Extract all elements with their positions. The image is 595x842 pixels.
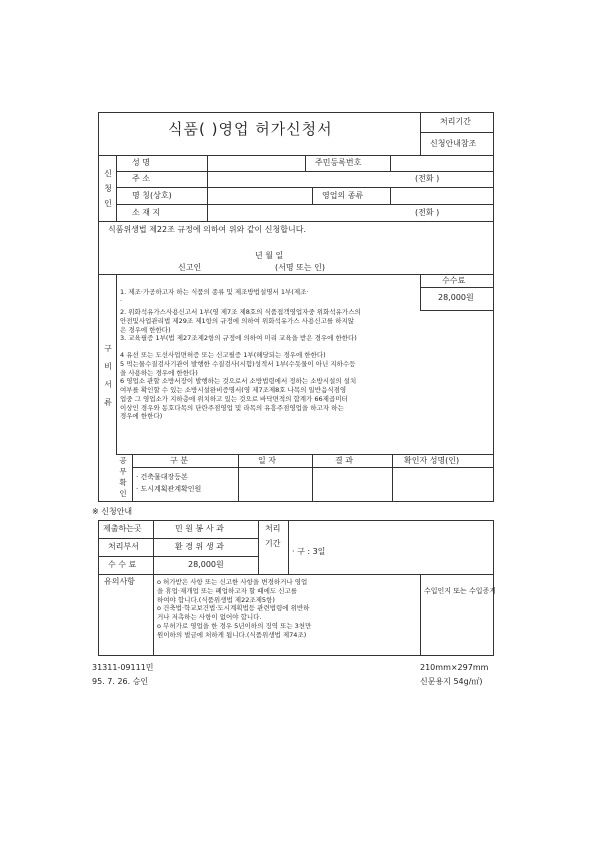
divider [116, 171, 494, 172]
divider [98, 155, 494, 156]
verification-item-urban-plan: · 도시계획관계확인원 [136, 485, 202, 493]
note-line: 거나 저촉하는 사항이 없어야 합니다. [157, 613, 262, 622]
divider [98, 574, 494, 575]
business-type-label: 영업의 종류 [322, 191, 364, 200]
document-line: 3. 교육필증 1부(법 제27조제2항의 규정에 의하여 미리 교육을 받은 경우에 한한다) [120, 334, 357, 343]
verification-section-label: 공 무 확 인 [119, 456, 127, 498]
guide-fee-label: 수 수 료 [108, 560, 137, 569]
resident-number-input[interactable] [392, 157, 492, 170]
period-label-1: 처리 [265, 524, 281, 533]
guide-heading: ※ 신청안내 [92, 507, 133, 516]
divider [207, 155, 208, 221]
period-label-2: 기간 [265, 539, 281, 548]
divider [98, 556, 258, 557]
document-line: 1. 제조·가공하고자 하는 식품의 종류 및 제조방법설명서 1부(제조· [120, 288, 309, 296]
divider [420, 274, 421, 310]
applicant-label: 신고인 [178, 263, 202, 272]
documents-list-wide [120, 308, 490, 421]
divider [258, 520, 259, 574]
verification-header-verifier: 확인자 성명(인) [404, 456, 460, 465]
address-label: 주 소 [132, 174, 150, 183]
divider [116, 454, 494, 455]
divider [312, 187, 313, 204]
form-title: 식품( )영업 허가신청서 [168, 120, 333, 138]
divider [116, 274, 117, 454]
dept-value: 환 경 위 생 과 [175, 542, 224, 551]
dept-label: 처리부서 [108, 542, 139, 551]
divider [312, 454, 313, 502]
business-name-label: 명 칭(상호) [132, 191, 172, 200]
submit-to-value: 민 원 봉 사 과 [175, 524, 224, 533]
address-input[interactable] [209, 173, 409, 186]
name-label: 성 명 [132, 158, 150, 167]
document-line: 을 사용하는 경우에 한한다) [120, 368, 198, 377]
address-phone: (전화 ) [415, 174, 440, 183]
divider [116, 204, 494, 205]
fee-amount: 28,000원 [438, 293, 474, 302]
applicant-section-label: 신 청 인 [104, 169, 112, 208]
business-name-input[interactable] [209, 189, 310, 202]
revenue-stamp-box: 수입인지 또는 수입증지 [424, 587, 497, 595]
document-line: 2. 위화석유가스사용신고서 1부(영 제7조 제8호의 식품접객영업자중 위화석유가스의 [120, 308, 361, 316]
divider [420, 574, 421, 656]
document-line: 이상인 경우와 동호다목의 단란주점영업 및 라목의 유흥주점영업을 하고자 하는 [120, 403, 344, 412]
verification-header-result: 결 과 [335, 456, 353, 465]
note-line: 하여야 합니다.(식품위생법 제22조제5항) [157, 595, 275, 604]
name-input[interactable] [209, 157, 303, 170]
divider [288, 520, 289, 574]
document-line: 은 경우에 한한다) [120, 325, 171, 334]
divider [132, 467, 494, 468]
notes-label: 유의사항 [104, 577, 135, 586]
divider [98, 538, 258, 539]
divider [116, 187, 494, 188]
divider [392, 454, 393, 502]
note-line: 원이하의 벌금에 처하게 됩니다.(식품위생법 제74조) [157, 630, 307, 639]
form-number: 31311-09111민 [92, 663, 154, 672]
document-line: 5 먹는물수질검사기관이 발행한 수질검사(시험)성적서 1부(수돗물이 아닌 지하수등 [120, 359, 356, 368]
guide-fee-value: 28,000원 [188, 560, 224, 569]
document-line: 업중 그 영업소가 지하층에 위치하고 있는 것으로 바닥면적의 합계가 66제곱미터 [120, 394, 348, 403]
note-line: o 허가받은 사항 또는 신고한 사항을 변경하거나 영업 [157, 578, 308, 586]
business-type-input[interactable] [392, 189, 492, 202]
processing-period-value: 신청안내참조 [430, 139, 477, 148]
verification-header-date: 일 자 [258, 456, 276, 465]
processing-period-label: 처리기간 [440, 117, 471, 126]
date-line: 년 월 일 [255, 251, 284, 260]
note-line: o 무허가로 영업을 한 경우 5년이하의 징역 또는 3천만 [157, 621, 312, 630]
approval-date: 95. 7. 26. 승인 [92, 677, 149, 686]
signature-label: (서명 또는 인) [275, 263, 325, 272]
document-line: 안전및사업관리법 제29조 제1항의 규정에 의하여 위화석유가스 사용신고를 하지않 [120, 316, 355, 325]
verification-header-type: 구 분 [170, 456, 188, 465]
divider [98, 274, 494, 275]
note-line: o 건축법·학교보건법·도시계획법등 관련법령에 위반하 [157, 604, 310, 613]
divider [305, 155, 306, 171]
divider [132, 454, 133, 502]
divider [238, 454, 239, 502]
divider [153, 520, 154, 574]
document-line: 여부를 확인할 수 있는 소방시설완비증명서(영 제7조제8호 나목의 일반음식점영 [120, 386, 347, 395]
note-line: 을 휴업·재개업 또는 폐업하고자 할 때에도 신고를 [157, 586, 298, 595]
verification-item-building-register: · 건축물대장등본 [136, 473, 188, 481]
divider [153, 574, 154, 656]
document-line: 경우에 한한다) [120, 412, 163, 421]
divider [420, 287, 494, 288]
location-phone: (전화 ) [415, 208, 440, 217]
document-line: 4 유선 또는 도선사업면허증 또는 신고필증 1부(해당되는 경우에 한한다) [120, 351, 326, 360]
declaration-text: 식품위생법 제22조 규정에 의하여 위와 같이 신청합니다. [108, 225, 306, 234]
document-line: · [120, 296, 123, 305]
divider [390, 187, 391, 204]
document-line: 6 영업소 관할 소방서장이 발행하는 것으로서 소방법령에서 정하는 소방시설의 설치 [120, 377, 357, 386]
documents-section-label: 구 비 서 류 [104, 344, 112, 407]
divider [420, 132, 494, 133]
divider [98, 221, 494, 222]
location-label: 소 재 지 [132, 208, 161, 217]
submit-to-label: 제출하는곳 [103, 524, 142, 533]
location-input[interactable] [209, 206, 409, 219]
divider [420, 112, 421, 156]
notes-list [157, 578, 419, 639]
paper-type: 신문용지 54g/㎡) [420, 677, 483, 686]
fee-label: 수수료 [442, 276, 466, 285]
paper-size: 210mm×297mm [420, 663, 489, 672]
divider [116, 155, 117, 221]
divider [390, 155, 391, 171]
period-value: · 구 : 3일 [292, 547, 326, 556]
documents-list [120, 288, 420, 309]
resident-number-label: 주민등록번호 [315, 158, 362, 167]
